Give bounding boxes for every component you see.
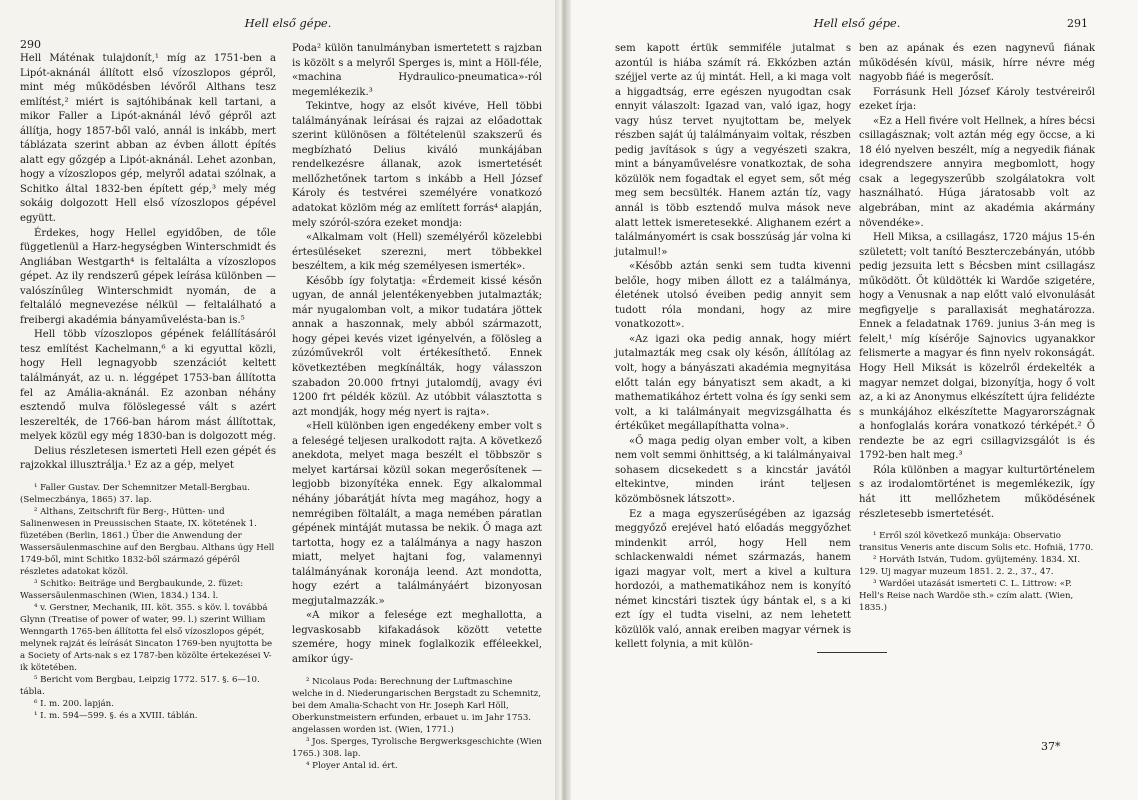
- paragraph: Hell több vízoszlopos gépének felállításáról tesz említést Kachelmann,⁶ a ki egyuttal közli, hogy Hell legnagyobb szenzációt keltett találmányát, az u. n. léggépet 1753-ban állította fel az Amália-aknánál. Ez azonban néhány esztendő mulva fölöslegessé vált s azért leszerelték, de 1766-ban három mást állítottak, melyek közül egy még 1830-ban is dolgozott még.: [20, 329, 276, 443]
- paragraph: «Hell különben igen engedékeny ember volt s a feleségé teljesen uralkodott rajta. A következő anekdota, melyet maga beszélt el többször s melyet kartársai közül sokan megerősítenek — legjobb bizonyítéka ennek. Egy alkalommal néhány jóbarátját hívta meg magához, hogy a nemrégiben föltalált, a maga nemében páratlan gépének mintáját mutassa be nekik. Ő maga azt tartotta, hogy ez a találmánya a nagy haszon miatt, melyet hajtani fog, valamennyi találmányának koronája leend. Azt mondotta, hogy ezért a találmányáért bizonyosan megjutalmazzák.»: [292, 421, 542, 607]
- paragraph: Ez a maga egyszerűségében az igazság meggyőző erejével ható előadás meggyőzhet mindenkit arról, hogy Hell nem schlackenwaldi német származás, hanem igazi magyar volt, mert a kivel a kultura hordozói, a mathematikához nem is konyító német kincstári tisztek úgy bántak el, s a ki ezt így el tudta viselni, az nem lehetett közülök való, annak ereiben magyar vérnek is kellett folynia, a mit külön-: [615, 508, 851, 651]
- footnote: ⁵ Bericht vom Bergbau, Leipzig 1772. 517. §. 6—10. tábla.: [20, 674, 260, 697]
- paragraph: Érdekes, hogy Hellel egyidőben, de tőle függetlenül a Harz-hegységben Winterschmidt és Angliában Westgarth⁴ is feltalálta a vízoszlopos gépet. Az ily rendszerű gépek leírása különben — valószínűleg Winterschmidt nyomán, de a feltaláló megnevezése nélkül — feltalálható a freibergi akadémia bányaművelésta-ban is.⁵: [20, 227, 276, 326]
- running-head: Hell első gépe.: [244, 16, 332, 30]
- page-number: 290: [20, 38, 41, 51]
- paragraph: «Később aztán senki sem tudta kivenni belőle, hogy miben állott ez a találmánya, életének utolsó éveiben pedig annyit sem tudott róla mondani, hogy az mire vonatkozott».: [615, 261, 851, 331]
- left-column-2: [292, 42, 542, 772]
- footnote: ⁴ Ployer Antal id. ért.: [306, 760, 398, 771]
- paragraph: Delius részletesen ismerteti Hell ezen gépét és rajzokkal illusztrálja.¹ Ez az a gép, melyet: [20, 445, 276, 472]
- paragraph: sem kapott értük semmiféle jutalmat s azontúl is hiába számít rá. Ekkózben aztán széjjel verte az új mintát. Hell, a ki maga volt a higgadtság, erre egészen nyugodtan csak ennyit válaszolt: Igazad van, való igaz, hogy vagy húsz tervet nyujtottam be, melyek részben saját új találmányaim voltak, részben pedig javítások s úgy a vegyészeti szakra, mint a bányaművelésre vonatkoztak, de soha közülök nem fogadtak el egyet sem, sőt még meg sem becsülték. Hanem aztán tíz, vagy annál is több esztendő mulva mások neve alatt lettek ismeretesekké. Alighanem ezért a találmányomért is csak bosszúság jár volna ki jutalmul!»: [615, 43, 851, 258]
- footnote: ⁴ v. Gerstner, Mechanik, III. köt. 355. s köv. l. továbbá Glynn (Treatise of power of water, 99. l.) szerint William Wenngarth 1765-ben állította fel első vízoszlopos gépét, melynek rajzát és leírását Sincaton 1769-ben nyujtotta be a Society of Arts-nak s ez 1787-ben közölte értekezései V-ik kötetében.: [20, 602, 273, 673]
- left-page: [0, 0, 555, 800]
- paragraph: ben az apának és ezen nagynevű fiának működésén kívül, másik, hírre névre még nagyobb fiáé is megerősít.: [859, 43, 1095, 84]
- footnote: ² Nicolaus Poda: Berechnung der Luftmaschine welche in d. Niederungarischen Bergstadt zu Schemnitz, bei dem Amalia-Schacht von Hr. Joseph Karl Höll, Oberkunstmeistern erfunden, erbauet u. im Jahr 1753. angelassen worden ist. (Wien, 1771.): [292, 676, 541, 735]
- paragraph: Később így folytatja: «Érdemeit kissé későn ugyan, de annál jelentékenyebben jutalmazták; már nyugalomban volt, a mikor tudatára jöttek annak a haszonnak, mely abból származott, hogy gépei kevés vizet igényelvén, a fölösleg a zúzóművekről volt értékesíthető. Ennek következtében megkínálták, hogy válasszon szabadon 20.000 frtnyi jutalomdíj, avagy évi 1200 frt példék közül. Az utóbbit választotta s azt mondják, hogy még nyert is rajta».: [292, 275, 542, 418]
- paragraph: «Alkalmam volt (Hell) személyéről közelebbi értesüléseket szerezni, mert többekkel beszéltem, a kik még személyesen ismerték».: [292, 232, 542, 273]
- footnote: ¹ Erről szól következő munkája: Observatio transitus Veneris ante discum Solis etc. Hofniä, 1770.: [859, 531, 1094, 554]
- paragraph: «Ő maga pedig olyan ember volt, a kiben nem volt semmi önhittség, a ki találmányaival sohasem dicsekedett s a kincstár javától eltekintve, minden iránt teljesen közömbösnek látszott».: [615, 435, 851, 505]
- footnote: ³ Schitko: Beiträge und Bergbaukunde, 2. füzet: Wassersäulenmaschinen (Wien, 1834.) 134. l.: [20, 578, 244, 601]
- paragraph: Hell Máténak tulajdonít,¹ míg az 1751-ben a Lipót-aknánál állított első vízoszlopos gépről, mint még működésben lévőről Althans tesz említést,² miért is sajtóhibának kell tartani, a mikor Faller a Lipót-aknánál lévő gépről azt állítja, hogy 1857-ből való, annál is inkább, mert táblázata szerint abban az évben állott építés alatt egy gőzgép a Lipót-aknánál. Lehet azonban, hogy a vízoszlopos gép, melyről adatai szólnak, a Schitko által 1832-ben épített gép,³ mely még sokáig dolgozott Hell első vízoszlopos gépével együtt.: [20, 53, 276, 225]
- paragraph: Róla különben a magyar kulturtörténelem s az irodalomtörténet is megemlékezik, így hát itt mellőzhetem működésének részletesebb ismertetését.: [859, 464, 1095, 520]
- page-number: 291: [1067, 17, 1088, 30]
- signature-mark: 37*: [1041, 740, 1061, 753]
- footnote: ¹ I. m. 594—599. §. és a XVIII. táblán.: [34, 710, 198, 721]
- footnote: ² Althans, Zeitschrift für Berg-, Hütten- und Salinenwesen in Preussischen Staate, IX. kötetének 1. füzetében (Berlin, 1861.) Über die Anwendung der Wassersäulenmaschine auf den Bergbau. Althans úgy Hell 1749-ből, mint Schitko 1832-ből származó gépéről részletes adatokat közöl.: [20, 506, 275, 577]
- footnotes: [859, 530, 1095, 614]
- footnotes: [20, 482, 276, 722]
- right-column-1: [615, 42, 851, 653]
- right-page: [571, 0, 1138, 800]
- paragraph: «Ez a Hell fivére volt Hellnek, a híres bécsi csillagásznak; volt aztán még egy öccse, a ki 18 éló nyelven beszélt, míg a negyedik fiának idegrendszere annyira megbomlott, hogy csak a legegyszerűbb szolgálatokra volt használható. Húga járatosabb volt az algebrában, mint az akadémia akármány növendéke».: [859, 115, 1095, 229]
- paragraph: Forrásunk Hell József Károly testvéreiről ezeket írja:: [859, 86, 1095, 113]
- paragraph: Hell Miksa, a csillagász, 1720 május 15-én született; volt tanító Beszterczebányán, utóbb pedig jezsuita lett s Bécsben mint csillagász működött. Őt küldötték ki Wardőe szigetére, hogy a Venusnak a nap előtt való elvonulását megfigyelje s parallaxisát meghatározza. Ennek a feladatnak 1769. junius 3-án meg is felelt,¹ míg kísérője Sajnovics ugyanakkor felismerte a magyar és finn nyelv rokonságát. Hogy Hell Miksát is közelről érdekelték a magyar nemzet dolgai, bizonyítja, hogy ő volt az, a ki az Anonymus elkészített újra felidézte s munkájához elkészítette Magyarországnak a honfoglalás korára vonatkozó térképét.² Ő rendezte be az egri csillagvizsgálót is és 1792-ben halt meg.³: [859, 232, 1095, 462]
- right-column-2: [859, 42, 1095, 614]
- paragraph: Poda² külön tanulmányban ismertetett s rajzban is közölt s a melyről Sperges is, mint a Höll-féle, «machina Hydraulico-pneumatica»-ról megemlékezik.³: [292, 43, 542, 98]
- book-gutter: [555, 0, 571, 800]
- footnote: ² Horváth István, Tudom. gyüjtemény. 1834. XI. 129. Uj magyar muzeum 1851. 2. 2., 37., 47.: [859, 555, 1081, 578]
- left-column-1: [20, 52, 276, 722]
- footnote: ³ Wardőei utazását ismerteti C. L. Littrow: «P. Hell's Reise nach Wardöe sth.» czím alatt. (Wien, 1835.): [859, 579, 1074, 614]
- paragraph: Tekintve, hogy az elsőt kivéve, Hell többi találmányának leírásai és rajzai az előadottak szerint különösen a föltételenül szakszerű és megbízható Delius kiváló munkájában rendelkezésre állanak, azok ismertetését mellőzhetőnek tartom s inkább a Hell József Károly és testvérei személyére vonatkozó adatokat közlöm még az említett forrás⁴ alapján, mely szóról-szóra ezeket mondja:: [292, 101, 542, 229]
- footnote: ⁶ I. m. 200. lapján.: [34, 698, 114, 709]
- section-rule: [817, 652, 887, 653]
- paragraph: «Az igazi oka pedig annak, hogy miért jutalmazták meg csak oly későn, állítólag az volt, hogy a bányászati akadémia megnyitása előtt talán egy bányatiszt sem akadt, a ki mathematikához értett volna és így senki sem volt, a ki találmányait megvizsgálhatta és értékűket megállapíthatta volna».: [615, 333, 851, 433]
- running-head: Hell első gépe.: [813, 16, 901, 30]
- footnote: ¹ Faller Gustav. Der Schemnitzer Metall-Bergbau. (Selmeczbánya, 1865) 37. lap.: [20, 482, 251, 505]
- paragraph: «A mikor a felesége ezt meghallotta, a legvaskosabb kifakadások között vetette szemére, hogy minek foglalkozik efféleekkel, amikor úgy-: [292, 610, 542, 665]
- footnote: ³ Jos. Sperges, Tyrolische Bergwerksgeschichte (Wien 1765.) 308. lap.: [292, 736, 542, 759]
- footnotes: [292, 676, 542, 772]
